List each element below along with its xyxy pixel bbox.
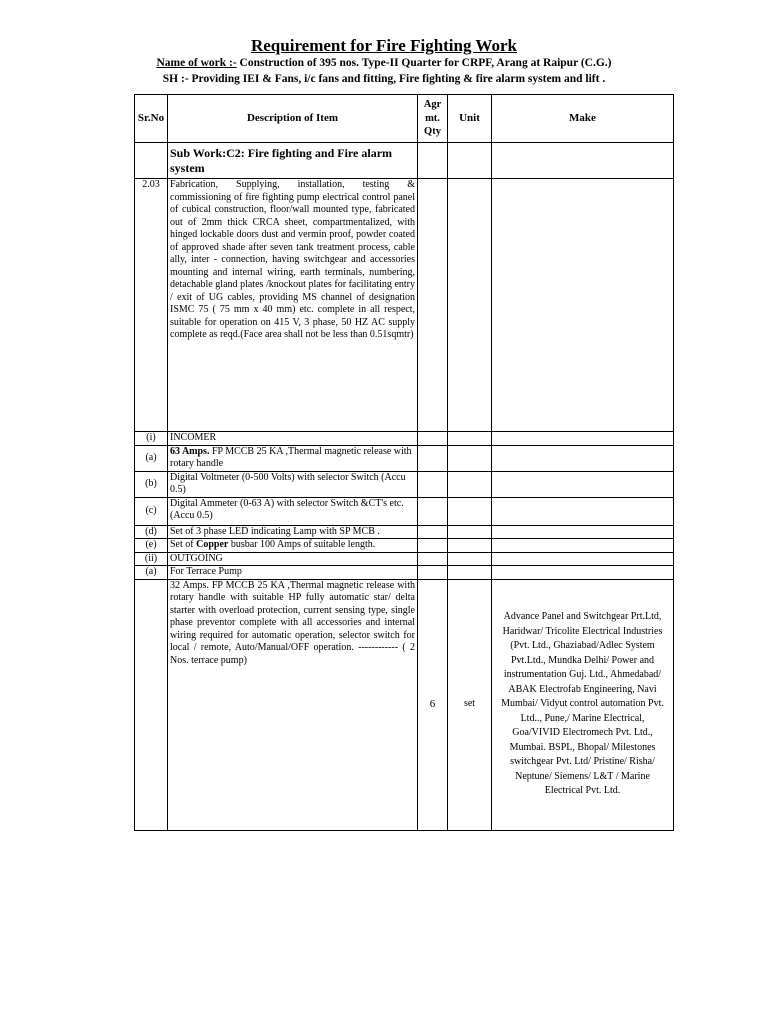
row-qty: 6 bbox=[418, 579, 448, 830]
row-sr: (b) bbox=[135, 471, 168, 497]
header-row bbox=[135, 95, 674, 143]
table-row bbox=[135, 497, 674, 525]
table-row bbox=[135, 539, 674, 553]
row-bold-text: Copper bbox=[196, 539, 229, 550]
header-unit: Unit bbox=[448, 95, 492, 143]
row-bold-text: 63 Amps. bbox=[170, 445, 210, 457]
row-description: For Terrace Pump bbox=[168, 566, 418, 580]
page-title: Requirement for Fire Fighting Work bbox=[250, 36, 517, 55]
name-of-work-text: Construction of 395 nos. Type-II Quarter for CRPF, Arang at Raipur (C.G.) bbox=[236, 57, 612, 69]
header-srno: Sr.No bbox=[135, 95, 168, 143]
row-description: 32 Amps. FP MCCB 25 KA ,Thermal magnetic release with rotary handle with suitable HP fully automatic star/ delta starter with overload protection, current sensing type, single phase preventor complete with all accessories and internal wiring required for automatic operation, selector switch for local / remote, Auto/Manual/OFF operation. ------------ ( 2 Nos. terrace pump) bbox=[168, 579, 418, 830]
row-description: Digital Voltmeter (0-500 Volts) with selector Switch (Accu 0.5) bbox=[168, 471, 418, 497]
row-sr: (a) bbox=[135, 445, 168, 471]
table-row bbox=[135, 445, 674, 471]
table-row bbox=[135, 552, 674, 566]
row-sr: (a) bbox=[135, 566, 168, 580]
row-make: Advance Panel and Switchgear Prt.Ltd, Haridwar/ Tricolite Electrical Industries (Pvt. Ltd., Ghaziabad/Adlec System Pvt.Ltd., Mundka Delhi/ Power and instrumentation Guj. Ltd., Ahmedabad/ ABAK Electrofab Engineering, Navi Mumbai/ Vidyut control automation Pvt. Ltd.., Pune,/ Marine Electrical, Goa/VIVID Electromech Pvt. Ltd., Mumbai. BSPL, Bhopal/ Milestones switchgear Pvt. Ltd/ Pristine/ Risha/ Neptune/ Siemens/ L&T / Marine Electrical Pvt. Ltd. bbox=[492, 579, 674, 830]
row-unit: set bbox=[448, 579, 492, 830]
header-qty-line1: Agr bbox=[423, 99, 442, 111]
row-description: Set of Copper busbar 100 Amps of suitable length. bbox=[168, 539, 418, 553]
row-sr: (e) bbox=[135, 539, 168, 553]
name-of-work-label: Name of work :- bbox=[156, 57, 237, 69]
requirement-table bbox=[134, 94, 674, 831]
name-of-work-line bbox=[0, 57, 768, 69]
row-description: 63 Amps. FP MCCB 25 KA ,Thermal magnetic release with rotary handle bbox=[168, 445, 418, 471]
header-make: Make bbox=[492, 95, 674, 143]
row-description: Digital Ammeter (0-63 A) with selector Switch &CT's etc. (Accu 0.5) bbox=[168, 497, 418, 525]
row-description: Fabrication, Supplying, installation, testing & commissioning of fire fighting pump electrical control panel of cubical construction, floor/wall mounted type, fabricated out of 2mm thick CRCA sheet, compartmentalized, with hinged lockable doors dust and vermin proof, powder coated of approved shade after seven tank treatment process, cable ally, inter - connection, having switchgear and accessories mounting and internal wiring, earth terminals, numbering, detachable gland plates /knockout plates for facilitating entry / exit of UG cables, providing MS channel of designation ISMC 75 ( 75 mm x 40 mm) etc. complete in all respect, suitable for operation on 415 V, 3 phase, 50 HZ AC supply complete as reqd.(Face area shall not be less than 0.51sqmtr) bbox=[168, 179, 418, 432]
header-description: Description of Item bbox=[168, 95, 418, 143]
table-row bbox=[135, 525, 674, 539]
table-row bbox=[135, 471, 674, 497]
table-row bbox=[135, 579, 674, 830]
row-description: INCOMER bbox=[168, 432, 418, 446]
row-description: OUTGOING bbox=[168, 552, 418, 566]
row-sr: (ii) bbox=[135, 552, 168, 566]
row-sr: (d) bbox=[135, 525, 168, 539]
subwork-title: Sub Work:C2: Fire fighting and Fire alarm system bbox=[168, 143, 418, 179]
header-qty-line2: mt. bbox=[425, 112, 440, 124]
subwork-row bbox=[135, 143, 674, 179]
table-row bbox=[135, 179, 674, 432]
table-row bbox=[135, 566, 674, 580]
row-description: Set of 3 phase LED indicating Lamp with SP MCB . bbox=[168, 525, 418, 539]
table-row bbox=[135, 432, 674, 446]
header-qty-line3: Qty bbox=[424, 126, 441, 138]
row-sr: (i) bbox=[135, 432, 168, 446]
header-qty bbox=[418, 95, 448, 143]
row-sr: 2.03 bbox=[135, 179, 168, 432]
row-sr: (c) bbox=[135, 497, 168, 525]
sub-head-line: SH :- Providing IEI & Fans, i/c fans and fitting, Fire fighting & fire alarm system and lift . bbox=[162, 73, 606, 85]
